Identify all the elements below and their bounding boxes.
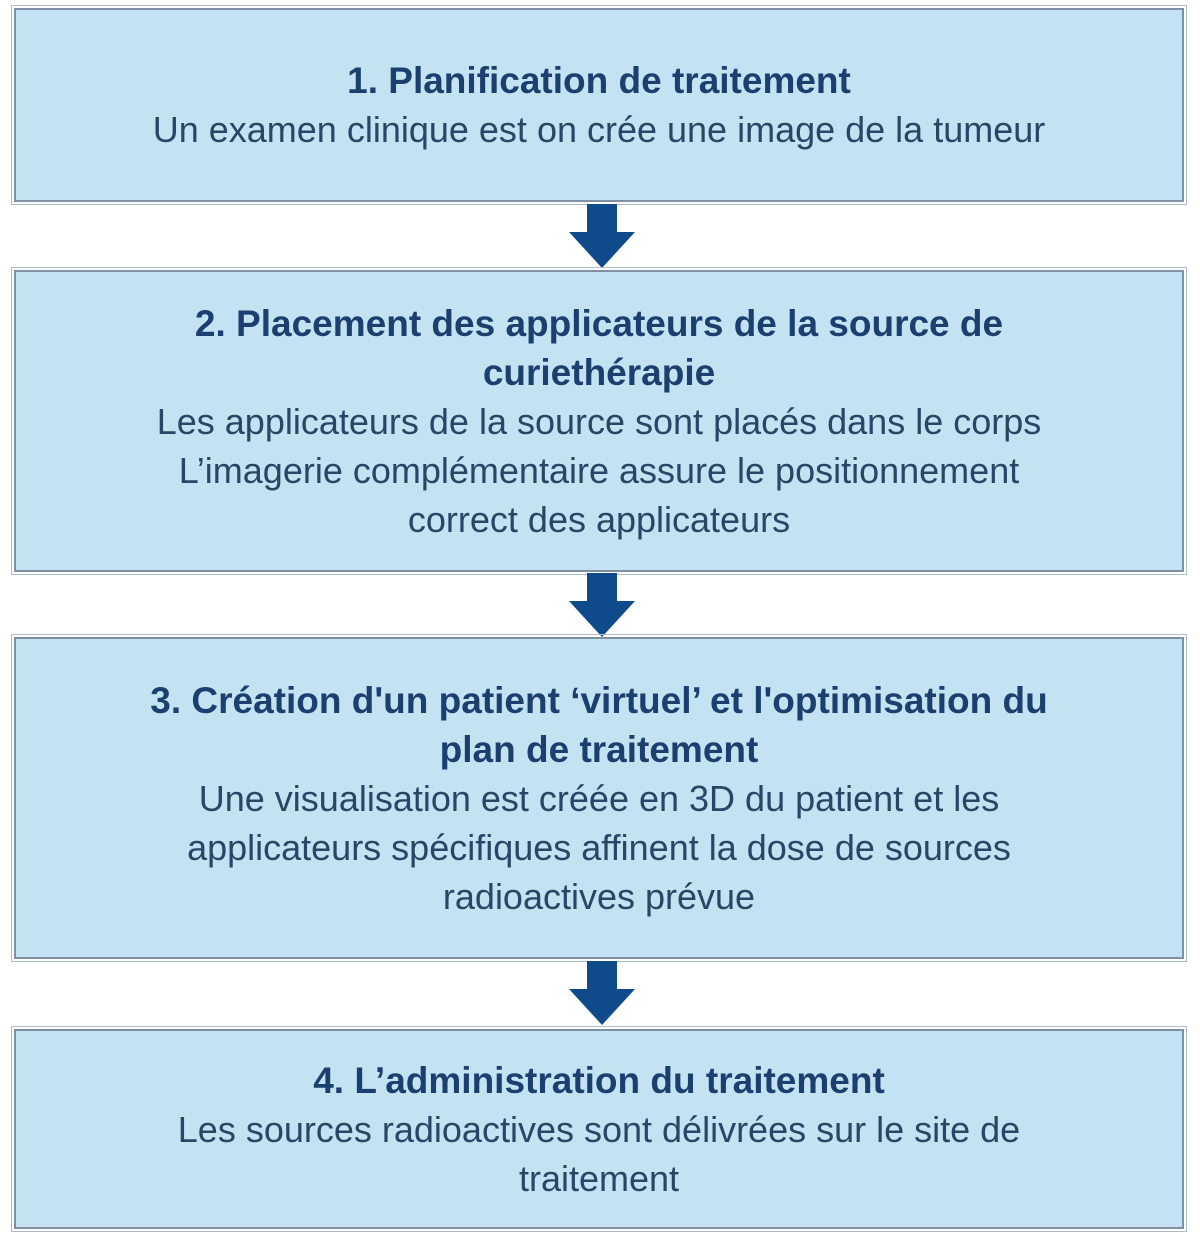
step-1-box [14, 8, 1184, 202]
step-4-title: 4. L’administration du traitement [313, 1059, 885, 1101]
arrow-down-icon [569, 573, 635, 637]
step-2-title-line: 2. Placement des applicateurs de la source de [194, 302, 1004, 344]
step-2-description-line: L’imagerie complémentaire assure le positionnement [178, 449, 1020, 491]
step-3-description-line: radioactives prévue [442, 875, 756, 917]
step-3-description-line: Une visualisation est créée en 3D du patient et les [198, 777, 1000, 819]
step-2-box [14, 270, 1184, 572]
step-3-description-line: applicateurs spécifiques affinent la dose de sources [187, 826, 1011, 868]
step-4-description-line: Les sources radioactives sont délivrées sur le site de [177, 1108, 1021, 1150]
step-3-title-line: 3. Création d'un patient ‘virtuel’ et l'optimisation du [150, 679, 1048, 721]
step-3-box [14, 637, 1184, 959]
arrow-down-icon [569, 204, 635, 268]
step-2-description-line: Les applicateurs de la source sont placés dans le corps [156, 400, 1042, 442]
step-3-title-line: plan de traitement [439, 728, 759, 770]
step-4-description-line: traitement [518, 1157, 680, 1199]
step-4-box [14, 1029, 1184, 1229]
step-2-description-line: correct des applicateurs [407, 498, 791, 540]
arrow-down-icon [569, 961, 635, 1025]
step-1-title: 1. Planification de traitement [347, 60, 851, 101]
step-2-title-line: curiethérapie [482, 351, 716, 393]
step-1-description-line: Un examen clinique est on crée une image de la tumeur [152, 109, 1046, 150]
